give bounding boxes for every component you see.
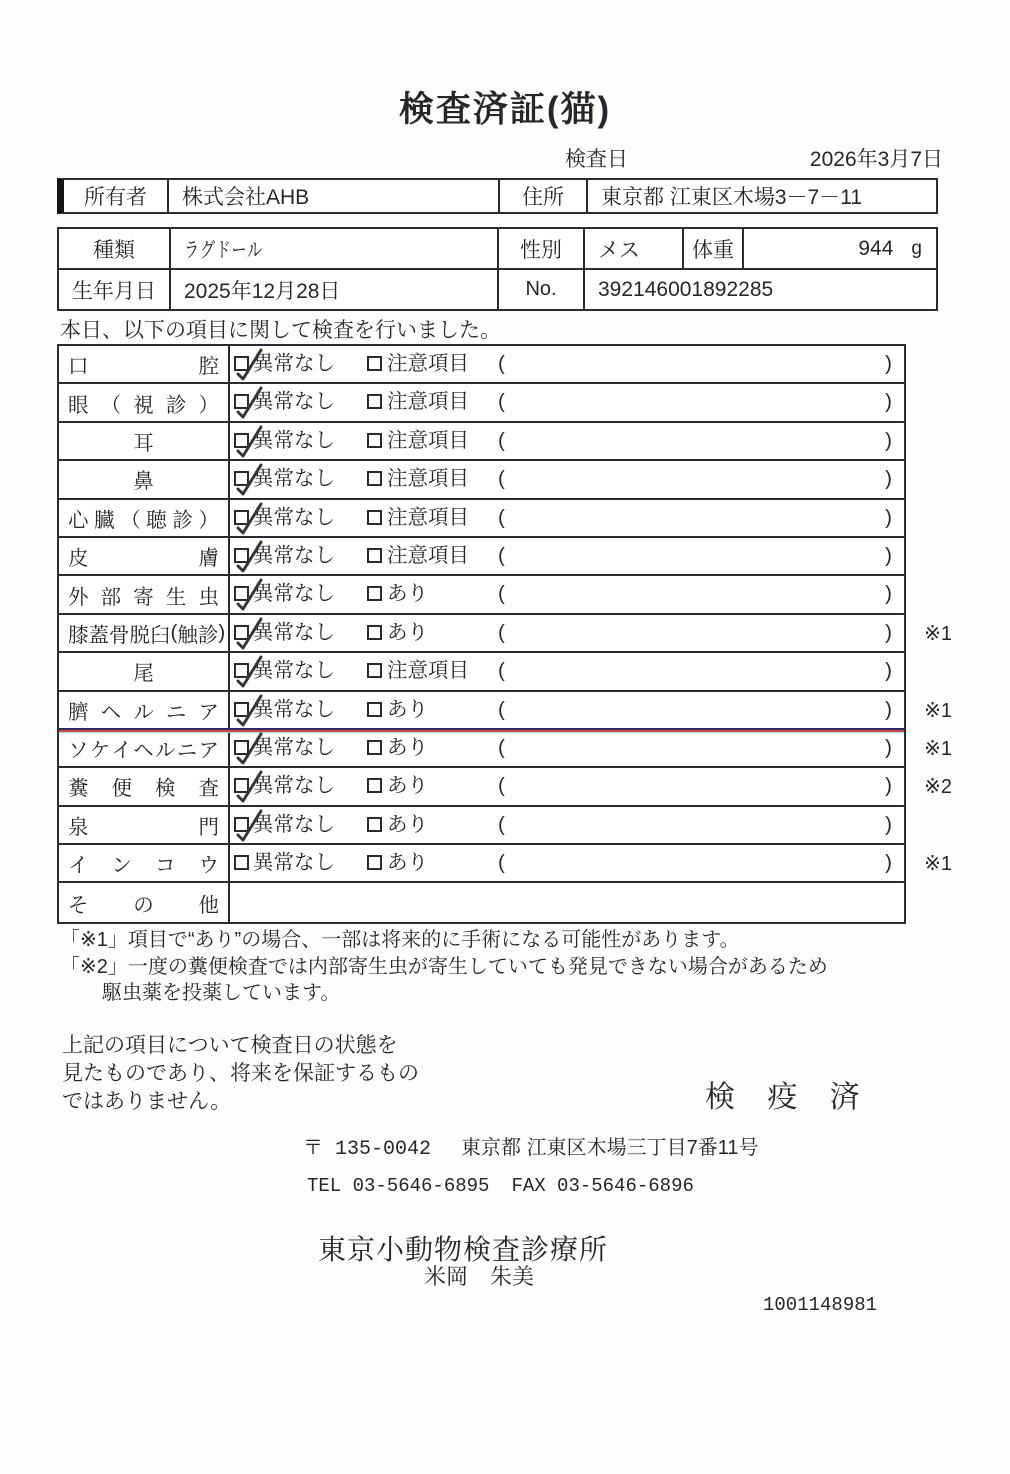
row-label-char: ソ: [68, 739, 89, 763]
finding-checkbox: [367, 625, 382, 640]
clinic-phone-line: [307, 1175, 694, 1197]
id-number-value: 392146001892285: [583, 270, 936, 309]
row-label-char: ヘ: [100, 700, 122, 724]
row-label: [59, 845, 230, 881]
row-label-char: 虫: [198, 585, 219, 609]
finding-label: あり: [387, 735, 428, 759]
footnote-1: 「※1」項目で“あり”の場合、一部は将来的に手術になる可能性があります。: [60, 929, 740, 951]
no-abnormality-label: 異常なし: [253, 390, 335, 414]
checklist-row: [59, 615, 952, 653]
paren-open: (: [498, 390, 505, 414]
footnote-2-continued: 駆虫薬を投薬しています。: [102, 982, 341, 1004]
paren-close: ): [885, 428, 892, 452]
row-label-char: 腔: [198, 355, 219, 379]
row-label-char: 膝: [68, 623, 89, 647]
row-label-char: 診: [172, 508, 193, 532]
no-abnormality-checkbox: [234, 510, 249, 525]
pet-table: [57, 227, 938, 311]
checklist-row: [59, 653, 904, 691]
finding-checkbox: [367, 548, 382, 563]
no-abnormality-checkbox: [234, 586, 249, 601]
row-label: 耳: [59, 423, 230, 459]
no-abnormality-checkbox: [234, 740, 249, 755]
row-content: [230, 423, 904, 459]
finding-checkbox: [367, 356, 382, 371]
weight-unit: g: [911, 237, 922, 259]
row-label-char: 臓: [94, 508, 115, 532]
disclaimer: [62, 1032, 419, 1116]
no-abnormality-label: 異常なし: [253, 812, 335, 836]
no-abnormality-label: 異常なし: [253, 428, 335, 452]
checklist-row: [59, 423, 904, 461]
disclaimer-line-3: ではありません。: [62, 1090, 232, 1113]
row-label-char: 検: [155, 777, 176, 801]
row-label-char: 膚: [198, 547, 219, 571]
checklist-row: [59, 461, 904, 499]
birthdate-value: 2025年12月28日: [169, 270, 497, 309]
no-abnormality-checkbox: [234, 394, 249, 409]
finding-checkbox: [367, 702, 382, 717]
weight-value-cell: [742, 229, 936, 268]
clinic-address-line: [303, 1131, 758, 1161]
no-abnormality-checkbox: [234, 855, 249, 870]
row-label-char: イ: [111, 739, 132, 763]
weight-label: 体重: [682, 229, 742, 268]
no-abnormality-label: 異常なし: [253, 620, 335, 644]
check-mark-icon: [233, 422, 265, 464]
no-abnormality-checkbox: [234, 356, 249, 371]
row-label-char: 査: [198, 777, 219, 801]
row-label-char: 部: [100, 585, 122, 609]
row-label: [59, 500, 230, 536]
row-content: [230, 384, 904, 420]
row-note: ※1: [924, 699, 952, 722]
paren-close: ): [885, 812, 892, 836]
finding-label: 注意項目: [387, 543, 469, 567]
row-label: [59, 730, 230, 766]
postal-code: 〒 135-0042: [303, 1138, 432, 1161]
check-mark-icon: [233, 691, 265, 733]
row-content: [230, 845, 904, 881]
no-abnormality-checkbox: [234, 663, 249, 678]
paren-close: ): [885, 697, 892, 721]
row-label-char: イ: [68, 854, 89, 878]
row-label: [59, 692, 230, 728]
row-label-char: 他: [198, 893, 219, 917]
checklist-row: [59, 730, 952, 768]
no-abnormality-checkbox: [234, 548, 249, 563]
paren-close: ): [885, 467, 892, 491]
check-mark-icon: [233, 614, 265, 656]
row-label-char: ル: [155, 739, 176, 763]
birth-row: [59, 268, 936, 309]
fax-number: FAX 03-5646-6896: [511, 1175, 694, 1197]
paren-close: ): [885, 659, 892, 683]
row-content: [230, 500, 904, 536]
row-content: [230, 346, 904, 382]
footnotes: [60, 927, 828, 1007]
weight-value: 944: [858, 236, 894, 260]
row-label-char: 門: [198, 815, 219, 839]
no-abnormality-checkbox: [234, 778, 249, 793]
paren-close: ): [885, 505, 892, 529]
paren-close: ): [885, 735, 892, 759]
row-content: [230, 768, 904, 804]
row-label: [59, 768, 230, 804]
no-abnormality-label: 異常なし: [253, 659, 335, 683]
checklist-row: [59, 576, 904, 614]
finding-label: 注意項目: [387, 390, 469, 414]
finding-checkbox: [367, 663, 382, 678]
birthdate-label: 生年月日: [72, 279, 156, 303]
row-note: ※2: [924, 776, 952, 799]
row-label-char: 寄: [133, 585, 154, 609]
finding-label: 注意項目: [387, 352, 469, 375]
row-label-char: （: [100, 393, 122, 417]
footnote-2: 「※2」一度の糞便検査では内部寄生虫が寄生していても発見できない場合があるため: [60, 955, 828, 978]
no-abnormality-checkbox: [234, 433, 249, 448]
breed-row: [59, 229, 936, 268]
paren-open: (: [498, 774, 505, 798]
check-mark-icon: [233, 537, 265, 579]
finding-checkbox: [367, 510, 382, 525]
owner-label: 所有者: [84, 186, 147, 209]
paren-open: (: [498, 467, 505, 491]
checklist-row: [59, 500, 904, 538]
row-label-char: 診: [165, 393, 187, 417]
row-label: 鼻: [59, 461, 230, 497]
clinic-address: 東京都 江東区木場三丁目7番11号: [461, 1137, 759, 1159]
check-mark-icon: [233, 652, 265, 694]
row-label-char: ）: [198, 393, 219, 417]
row-label-char: ヘ: [133, 739, 154, 763]
checklist-row: [59, 384, 904, 422]
finding-checkbox: [367, 586, 382, 601]
row-label-char: ケ: [89, 739, 111, 763]
breed-label: 種類: [93, 238, 135, 262]
no-abnormality-label: 異常なし: [253, 851, 335, 875]
address-label: 住所: [498, 180, 586, 212]
row-label-char: 診: [197, 623, 219, 647]
row-label-char: 脱: [129, 623, 150, 647]
no-abnormality-checkbox: [234, 817, 249, 832]
no-abnormality-label: 異常なし: [253, 582, 335, 606]
row-label: [59, 807, 230, 843]
finding-checkbox: [367, 817, 382, 832]
no-abnormality-label: 異常なし: [253, 697, 335, 721]
breed-value: [169, 229, 497, 268]
paren-open: (: [498, 505, 505, 529]
checklist-row: [59, 883, 904, 921]
finding-label: あり: [387, 812, 428, 836]
row-label-char: 糞: [68, 777, 89, 801]
page-title: 検査済証(猫): [398, 90, 612, 129]
examination-statement: 本日、以下の項目に関して検査を行いました。: [60, 319, 501, 342]
row-label-char: 口: [68, 355, 89, 379]
row-label-char: ニ: [176, 739, 198, 763]
paren-open: (: [498, 697, 505, 721]
address-value: 東京都 江東区木場3－7－11: [586, 180, 936, 212]
finding-checkbox: [367, 433, 382, 448]
row-content: [230, 883, 904, 921]
paren-open: (: [498, 735, 505, 759]
check-mark-icon: [233, 575, 265, 617]
no-abnormality-label: 異常なし: [253, 352, 335, 375]
row-label-char: ン: [111, 854, 132, 878]
inspection-date-label: 検査日: [565, 148, 628, 171]
row-label-char: ）: [198, 508, 219, 532]
sex-label: 性別: [497, 229, 583, 268]
row-note: ※1: [924, 853, 952, 876]
row-content: [230, 730, 904, 766]
no-abnormality-label: 異常なし: [253, 735, 335, 759]
checklist-table: [57, 344, 952, 924]
row-label-char: そ: [68, 893, 89, 917]
paren-close: ): [885, 582, 892, 606]
finding-checkbox: [367, 740, 382, 755]
paren-close: ): [885, 620, 892, 644]
owner-row: [64, 180, 936, 212]
examiner-name: 米岡 朱美: [424, 1264, 535, 1289]
no-abnormality-checkbox: [234, 702, 249, 717]
clinic-name: 東京小動物検査診療所: [318, 1234, 609, 1265]
row-label-char: ニ: [165, 700, 187, 724]
paren-close: ): [885, 774, 892, 798]
row-label-char: ア: [198, 700, 219, 724]
no-abnormality-label: 異常なし: [253, 467, 335, 491]
disclaimer-line-1: 上記の項目について検査日の状態を: [62, 1034, 398, 1057]
row-label-char: 生: [165, 585, 187, 609]
row-label-char: 蓋: [88, 623, 109, 647]
finding-label: あり: [387, 851, 428, 875]
finding-checkbox: [367, 394, 382, 409]
row-note: ※1: [924, 622, 952, 645]
owner-value: 株式会社AHB: [167, 180, 498, 212]
check-mark-icon: [233, 499, 265, 541]
finding-label: あり: [387, 620, 428, 644]
finding-checkbox: [367, 778, 382, 793]
serial-number: 1001148981: [763, 1294, 878, 1316]
row-label: [59, 384, 230, 420]
paren-open: (: [498, 659, 505, 683]
finding-label: 注意項目: [387, 428, 469, 452]
row-label-char: 骨: [109, 623, 130, 647]
owner-table: [57, 178, 938, 214]
row-content: [230, 692, 904, 728]
row-content: [230, 653, 904, 689]
checklist-row: [59, 538, 904, 576]
finding-label: 注意項目: [387, 467, 469, 491]
row-content: [230, 615, 904, 651]
row-label-char: 触: [177, 623, 198, 647]
finding-label: 注意項目: [387, 505, 469, 529]
row-label: [59, 576, 230, 612]
quarantine-stamp: 検 疫 済: [705, 1081, 872, 1114]
row-content: [230, 461, 904, 497]
check-mark-icon: [233, 345, 265, 387]
finding-label: あり: [387, 697, 428, 721]
check-mark-icon: [233, 383, 265, 425]
row-label: [59, 883, 230, 921]
row-note: ※1: [924, 737, 952, 760]
checklist-row: [59, 845, 952, 883]
paren-close: ): [885, 851, 892, 875]
paren-open: (: [498, 428, 505, 452]
finding-label: 注意項目: [387, 659, 469, 683]
finding-label: あり: [387, 774, 428, 798]
row-label-char: 眼: [68, 393, 89, 417]
paren-close: ): [885, 352, 892, 375]
check-mark-icon: [233, 767, 265, 809]
no-abnormality-label: 異常なし: [253, 774, 335, 798]
no-abnormality-label: 異常なし: [253, 543, 335, 567]
id-number-label: No.: [497, 270, 583, 309]
finding-checkbox: [367, 471, 382, 486]
paren-open: (: [498, 543, 505, 567]
row-label: [59, 346, 230, 382]
finding-label: あり: [387, 582, 428, 606]
check-mark-icon: [233, 729, 265, 771]
no-abnormality-checkbox: [234, 471, 249, 486]
check-mark-icon: [233, 806, 265, 848]
sex-value: メス: [583, 229, 682, 268]
row-label-char: 視: [133, 393, 154, 417]
row-label: [59, 615, 230, 651]
paren-open: (: [498, 812, 505, 836]
row-label-char: 聴: [146, 508, 167, 532]
finding-checkbox: [367, 855, 382, 870]
row-content: [230, 538, 904, 574]
row-label-char: 便: [111, 777, 132, 801]
row-label-char: 臼: [150, 623, 171, 647]
no-abnormality-checkbox: [234, 625, 249, 640]
paren-open: (: [498, 352, 505, 375]
row-label-char: 心: [68, 508, 89, 532]
paren-close: ): [885, 543, 892, 567]
paren-open: (: [498, 851, 505, 875]
paren-open: (: [498, 582, 505, 606]
paren-close: ): [885, 390, 892, 414]
row-label-char: 皮: [68, 547, 89, 571]
checklist-row: [59, 807, 904, 845]
checklist-row: [59, 346, 904, 384]
row-label-char: ル: [133, 700, 154, 724]
row-content: [230, 807, 904, 843]
inspection-date-value: 2026年3月7日: [809, 148, 943, 171]
check-mark-icon: [233, 460, 265, 502]
breed-text: ラグドール: [184, 238, 263, 262]
checklist-row: [59, 768, 952, 806]
row-content: [230, 576, 904, 612]
no-abnormality-label: 異常なし: [253, 505, 335, 529]
row-label-char: （: [120, 508, 141, 532]
row-label-char: 泉: [68, 815, 89, 839]
row-label-char: 外: [68, 585, 89, 609]
row-label-char: ): [218, 620, 226, 644]
row-label-char: (: [170, 620, 178, 644]
disclaimer-line-2: 見たものであり、将来を保証するもの: [62, 1062, 419, 1085]
row-label: 尾: [59, 653, 230, 689]
row-label-char: コ: [155, 854, 176, 878]
paren-open: (: [498, 620, 505, 644]
row-label-char: 臍: [68, 700, 89, 724]
tel-number: TEL 03-5646-6895: [307, 1175, 490, 1197]
row-label-char: の: [133, 893, 154, 917]
row-label: [59, 538, 230, 574]
row-label-char: ウ: [198, 854, 219, 878]
row-label-char: ア: [198, 739, 219, 763]
checklist-row: [59, 692, 952, 730]
